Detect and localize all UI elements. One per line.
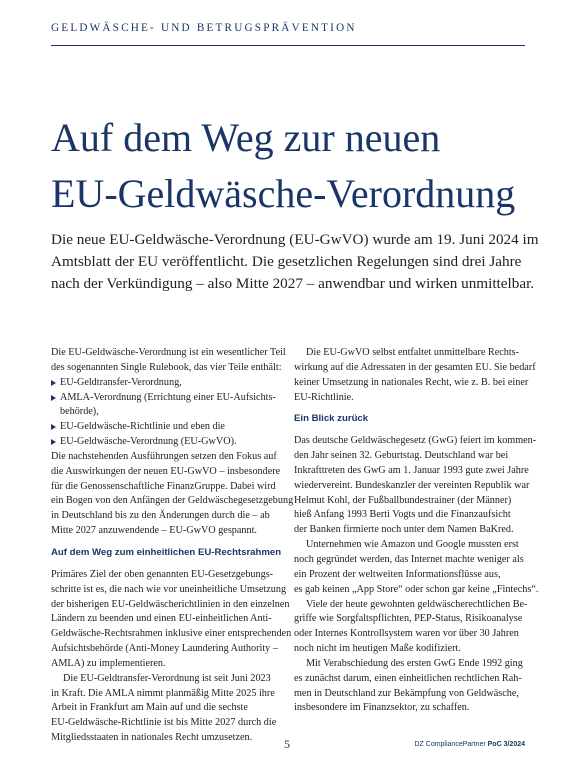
title-line-2: EU-Geldwäsche-Verordnung xyxy=(51,171,516,216)
text-line: schritte ist es, die nach wie vor uneinheitliche Umsetzung xyxy=(51,583,287,595)
text-line: wiedervereint. Bundeskanzler der vereinten Republik war xyxy=(294,479,530,491)
list-item xyxy=(51,420,282,435)
text-line: men in Deutschland zur Bekämpfung von Geldwäsche, xyxy=(294,687,519,699)
list-item-text: EU-Geldwäsche-Verordnung (EU-GwVO). xyxy=(60,436,237,448)
text-line: Mit Verabschiedung des ersten GwG Ende 1992 ging xyxy=(306,657,523,669)
triangle-bullet-icon xyxy=(51,424,56,430)
text-line: oder Internes Kontrollsystem waren vor über 30 Jahren xyxy=(294,628,519,640)
paragraph xyxy=(294,538,539,597)
footer-issue: PoC 3/2024 xyxy=(487,741,525,748)
text-line: es gab keinen „App Store“ oder schon gar keine „Fintechs“. xyxy=(294,583,539,595)
top-rule xyxy=(51,45,525,46)
triangle-bullet-icon xyxy=(51,395,56,401)
right-column xyxy=(294,346,539,716)
text-line: Geldwäsche-Rechtsrahmen inklusive einer entsprechenden xyxy=(51,628,292,640)
list-item-text: AMLA-Verordnung (Errichtung einer EU-Aufsichts- xyxy=(60,391,276,403)
footer-brand-name: DZ CompliancePartner xyxy=(414,741,486,748)
text-line: Primäres Ziel der oben genannten EU-Gesetzgebungs- xyxy=(51,568,274,580)
list-item-text: EU-Geldtransfer-Verordnung, xyxy=(60,376,182,388)
text-line: hieß Anfang 1993 Berti Vogts und die Finanzaufsicht xyxy=(294,509,511,521)
text-line: die Auswirkungen der neuen EU-GwVO – insbesondere xyxy=(51,465,281,477)
section-label: GELDWÄSCHE- UND BETRUGSPRÄVENTION xyxy=(51,22,357,34)
title-line-1: Auf dem Weg zur neuen xyxy=(51,115,441,160)
text-line: für die Genossenschaftliche FinanzGruppe. Dabei wird xyxy=(51,480,276,492)
paragraph xyxy=(294,434,537,538)
list-item xyxy=(51,391,282,421)
triangle-bullet-icon xyxy=(51,380,56,386)
text-line: noch gegründet werden, das Internet machte weniger als xyxy=(294,553,524,565)
text-line: keiner Umsetzung in nationales Recht, wie z. B. bei einer xyxy=(294,376,529,388)
page-title xyxy=(51,110,531,222)
text-line: wirkung auf die Adressaten in der gesamten EU. Sie bedarf xyxy=(294,361,536,373)
list-item xyxy=(51,435,282,450)
text-line: Unternehmen wie Amazon und Google mussten erst xyxy=(306,539,519,551)
page-number: 5 xyxy=(284,737,290,751)
text-line: Ländern zu beenden und einen EU-einheitlichen Anti- xyxy=(51,613,272,625)
text-line: griffe wie Sorgfaltspflichten, PEP-Status, Risikoanalyse xyxy=(294,613,523,625)
paragraph xyxy=(51,568,292,672)
text-line: in Kraft. Die AMLA nimmt planmäßig Mitte 2025 ihre xyxy=(51,687,275,699)
text-line: ein Bogen von den Anfängen der Geldwäschegesetzgebung xyxy=(51,495,294,507)
text-line: Die EU-Geldwäsche-Verordnung ist ein wesentlicher Teil xyxy=(51,347,286,358)
text-line: Inkrafttreten des GwG am 1. Januar 1993 gute zwei Jahre xyxy=(294,464,529,476)
text-line: Mitte 2027 anzuwendende – EU-GwVO gespannt. xyxy=(51,525,257,537)
bullet-list xyxy=(51,376,282,450)
text-line: Viele der heute gewohnten geldwäscherechtlichen Be- xyxy=(306,598,528,610)
lead-line: Die neue EU-Geldwäsche-Verordnung (EU-GwVO) wurde am 19. Juni 2024 im xyxy=(51,231,539,248)
subheading: Ein Blick zurück xyxy=(294,413,369,425)
text-line: des sogenannten Single Rulebook, das vier Teile enthält: xyxy=(51,361,282,373)
text-line: EU-Geldwäsche-Richtlinie ist bis Mitte 2027 durch die xyxy=(51,717,277,729)
text-line: Die nachstehenden Ausführungen setzen den Fokus auf xyxy=(51,450,277,462)
text-line: Das deutsche Geldwäschegesetz (GwG) feiert im kommen- xyxy=(294,435,537,447)
footer-publication xyxy=(414,741,525,748)
lead-line: nach der Verkündigung – also Mitte 2027 – anwendbar und wirken unmittelbar. xyxy=(51,275,535,292)
triangle-bullet-icon xyxy=(51,439,56,445)
text-line: der Banken firmierte noch unter dem Namen BaKred. xyxy=(294,524,514,536)
text-line: Mitgliedsstaaten in nationales Recht umzusetzen. xyxy=(51,732,253,744)
subheading: Auf dem Weg zum einheitlichen EU-Rechtsrahmen xyxy=(51,546,282,558)
text-line: ein Prozent der weltweiten Informationsflüsse aus, xyxy=(294,568,501,580)
lead-line: Amtsblatt der EU veröffentlicht. Die gesetzlichen Regelungen sind drei Jahre xyxy=(51,253,522,270)
paragraph xyxy=(294,657,525,716)
text-line: Die EU-GwVO selbst entfaltet unmittelbare Rechts- xyxy=(306,347,520,358)
paragraph xyxy=(294,346,536,405)
text-line: Die EU-Geldtransfer-Verordnung ist seit Juni 2023 xyxy=(63,672,271,684)
text-line: der bisherigen EU-Geldwäscherichtlinien in den einzelnen xyxy=(51,598,290,610)
text-line: Arbeit in Frankfurt am Main auf und die sechste xyxy=(51,702,248,714)
list-item-text: behörde), xyxy=(60,406,99,418)
text-line: noch nicht im heutigen Maße kodifiziert. xyxy=(294,643,461,655)
list-item xyxy=(51,376,282,391)
left-column xyxy=(51,346,294,746)
text-line: Helmut Kohl, der Fußballbundestrainer (der Männer) xyxy=(294,494,512,506)
text-line: den Jahr seinen 32. Geburtstag. Deutschland war bei xyxy=(294,450,509,462)
text-line: Aufsichtsbehörde (Anti-Money Laundering Authority – xyxy=(51,643,278,655)
text-line: es zunächst darum, einen einheitlichen rechtlichen Rah- xyxy=(294,672,522,684)
paragraph xyxy=(51,672,282,746)
list-item-text: EU-Geldwäsche-Richtlinie und eben die xyxy=(60,421,225,433)
paragraph xyxy=(51,450,294,539)
text-line: AMLA) zu implementieren. xyxy=(51,657,166,669)
paragraph xyxy=(294,598,528,657)
intro-paragraph xyxy=(51,346,286,376)
text-line: insbesondere im Finanzsektor, zu schaffen. xyxy=(294,702,470,714)
text-line: EU-Richtlinie. xyxy=(294,391,354,403)
lead-paragraph xyxy=(51,229,541,295)
text-line: in Deutschland bis zu den Änderungen durch die – ab xyxy=(51,510,270,522)
